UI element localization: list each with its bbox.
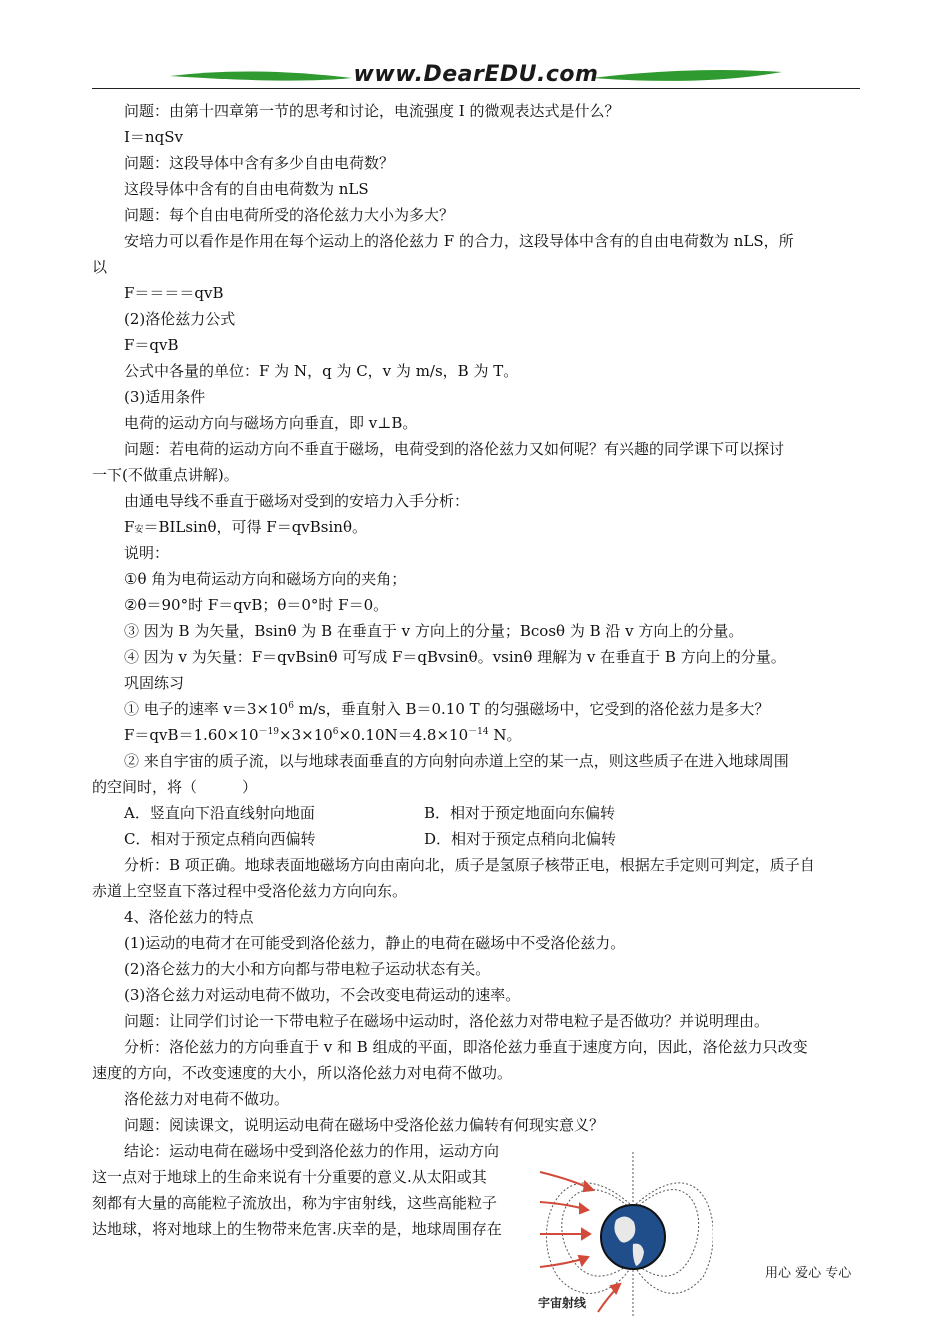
- paragraph: 问题：让同学们讨论一下带电粒子在磁场中运动时，洛伦兹力对带电粒子是否做功？并说明理由。: [124, 1012, 770, 1030]
- f-symbol: F: [124, 518, 135, 536]
- paragraph: 公式中各量的单位：F 为 N，q 为 C，v 为 m/s，B 为 T。: [124, 362, 519, 380]
- paragraph: 以: [92, 258, 108, 276]
- formula: F＝＝＝＝qvB: [124, 284, 224, 302]
- figure-caption: 宇宙射线: [538, 1296, 587, 1310]
- page-header: [92, 58, 860, 92]
- paragraph: 问题：若电荷的运动方向不垂直于磁场，电荷受到的洛伦兹力又如何呢？有兴趣的同学课下可以探讨: [124, 440, 785, 458]
- header-rule: [92, 88, 860, 89]
- formula: [92, 514, 860, 540]
- exercise-answer: $F=qvB=1.60\times 10^{-19}\times 3\times 10^6\times 0.10N=4.8\times 10^{-14}$ N。: [124, 726, 522, 744]
- page-footer: 用心 爱心 专心: [765, 1266, 852, 1281]
- exercise-question: ① 电子的速率 $v=3\times 10^6$ m/s，垂直射入 B＝0.10 T 的匀强磁场中，它受到的洛伦兹力是多大？: [124, 700, 770, 718]
- list-item: ①θ 角为电荷运动方向和磁场方向的夹角；: [124, 570, 407, 588]
- list-item: ④ 因为 v 为矢量：F＝qvBsinθ 可写成 F＝qBvsinθ。vsinθ 理解为 v 在垂直于 B 方向上的分量。: [124, 648, 786, 666]
- section-heading: (3)适用条件: [124, 388, 206, 406]
- paragraph: 安培力可以看作是作用在每个运动上的洛伦兹力 F 的合力，这段导体中含有的自由电荷数为 nLS，所: [124, 232, 794, 250]
- paragraph: 由通电导线不垂直于磁场对受到的安培力入手分析：: [124, 492, 470, 510]
- option-c: C．相对于预定点稍向西偏转: [124, 830, 316, 848]
- paragraph: 结论：运动电荷在磁场中受到洛伦兹力的作用，运动方向: [124, 1142, 500, 1160]
- list-item: ③ 因为 B 为矢量，Bsinθ 为 B 在垂直于 v 方向上的分量；Bcosθ 为 B 沿 v 方向上的分量。: [124, 622, 744, 640]
- document-body: [92, 98, 860, 1242]
- paragraph: 洛伦兹力对电荷不做功。: [124, 1090, 290, 1108]
- section-heading: 巩固练习: [124, 674, 185, 692]
- formula-rest: ＝BILsinθ，可得 F＝qvBsinθ。: [143, 518, 367, 536]
- list-item: (1)运动的电荷才在可能受到洛伦兹力，静止的电荷在磁场中不受洛伦兹力。: [124, 934, 626, 952]
- paragraph: 这一点对于地球上的生命来说有十分重要的意义.从太阳或其: [92, 1168, 487, 1186]
- f-subscript: 安: [134, 525, 144, 535]
- option-d: D．相对于预定点稍向北偏转: [424, 830, 617, 848]
- analysis: 赤道上空竖直下落过程中受洛伦兹力方向向东。: [92, 882, 408, 900]
- paragraph: I＝nqSv: [124, 128, 183, 146]
- exercise-question: 的空间时，将（ ）: [92, 778, 258, 796]
- site-logo: www.DearEDU.com: [353, 62, 599, 87]
- option-a: A．竖直向下沿直线射向地面: [124, 804, 315, 822]
- option-b: B．相对于预定地面向东偏转: [424, 804, 616, 822]
- analysis: 速度的方向，不改变速度的大小，所以洛伦兹力对电荷不做功。: [92, 1064, 513, 1082]
- formula: F＝qvB: [124, 336, 179, 354]
- paragraph: 问题：阅读课文，说明运动电荷在磁场中受洛伦兹力偏转有何现实意义？: [124, 1116, 605, 1134]
- list-item: ②θ＝90°时 F＝qvB；θ＝0°时 F＝0。: [124, 596, 389, 614]
- analysis: 分析：洛伦兹力的方向垂直于 v 和 B 组成的平面，即洛伦兹力垂直于速度方向，因此，洛伦兹力只改变: [124, 1038, 808, 1056]
- paragraph: 问题：这段导体中含有多少自由电荷数？: [124, 154, 395, 172]
- options-row: [92, 800, 860, 826]
- paragraph: 电荷的运动方向与磁场方向垂直，即 v⊥B。: [124, 414, 418, 432]
- exercise-question: ② 来自宇宙的质子流，以与地球表面垂直的方向射向赤道上空的某一点，则这些质子在进入地球周围: [124, 752, 789, 770]
- paragraph: 说明：: [124, 544, 170, 562]
- section-heading: (2)洛伦兹力公式: [124, 310, 236, 328]
- analysis: 分析：B 项正确。地球表面地磁场方向由南向北，质子是氢原子核带正电，根据左手定则可判定，质子自: [124, 856, 815, 874]
- section-heading: 4、洛伦兹力的特点: [124, 908, 254, 926]
- paragraph: 问题：由第十四章第一节的思考和讨论，电流强度 I 的微观表达式是什么？: [124, 102, 620, 120]
- paragraph: 刻都有大量的高能粒子流放出，称为宇宙射线，这些高能粒子: [92, 1194, 498, 1212]
- paragraph: 问题：每个自由电荷所受的洛伦兹力大小为多大？: [124, 206, 455, 224]
- earth-globe: [601, 1205, 665, 1269]
- paragraph: 一下(不做重点讲解)。: [92, 466, 239, 484]
- list-item: (3)洛仑兹力对运动电荷不做功，不会改变电荷运动的速率。: [124, 986, 521, 1004]
- paragraph: 达地球，将对地球上的生物带来危害.庆幸的是，地球周围存在: [92, 1220, 502, 1238]
- options-row: [92, 826, 860, 852]
- list-item: (2)洛仑兹力的大小和方向都与带电粒子运动状态有关。: [124, 960, 491, 978]
- paragraph: 这段导体中含有的自由电荷数为 nLS: [124, 180, 369, 198]
